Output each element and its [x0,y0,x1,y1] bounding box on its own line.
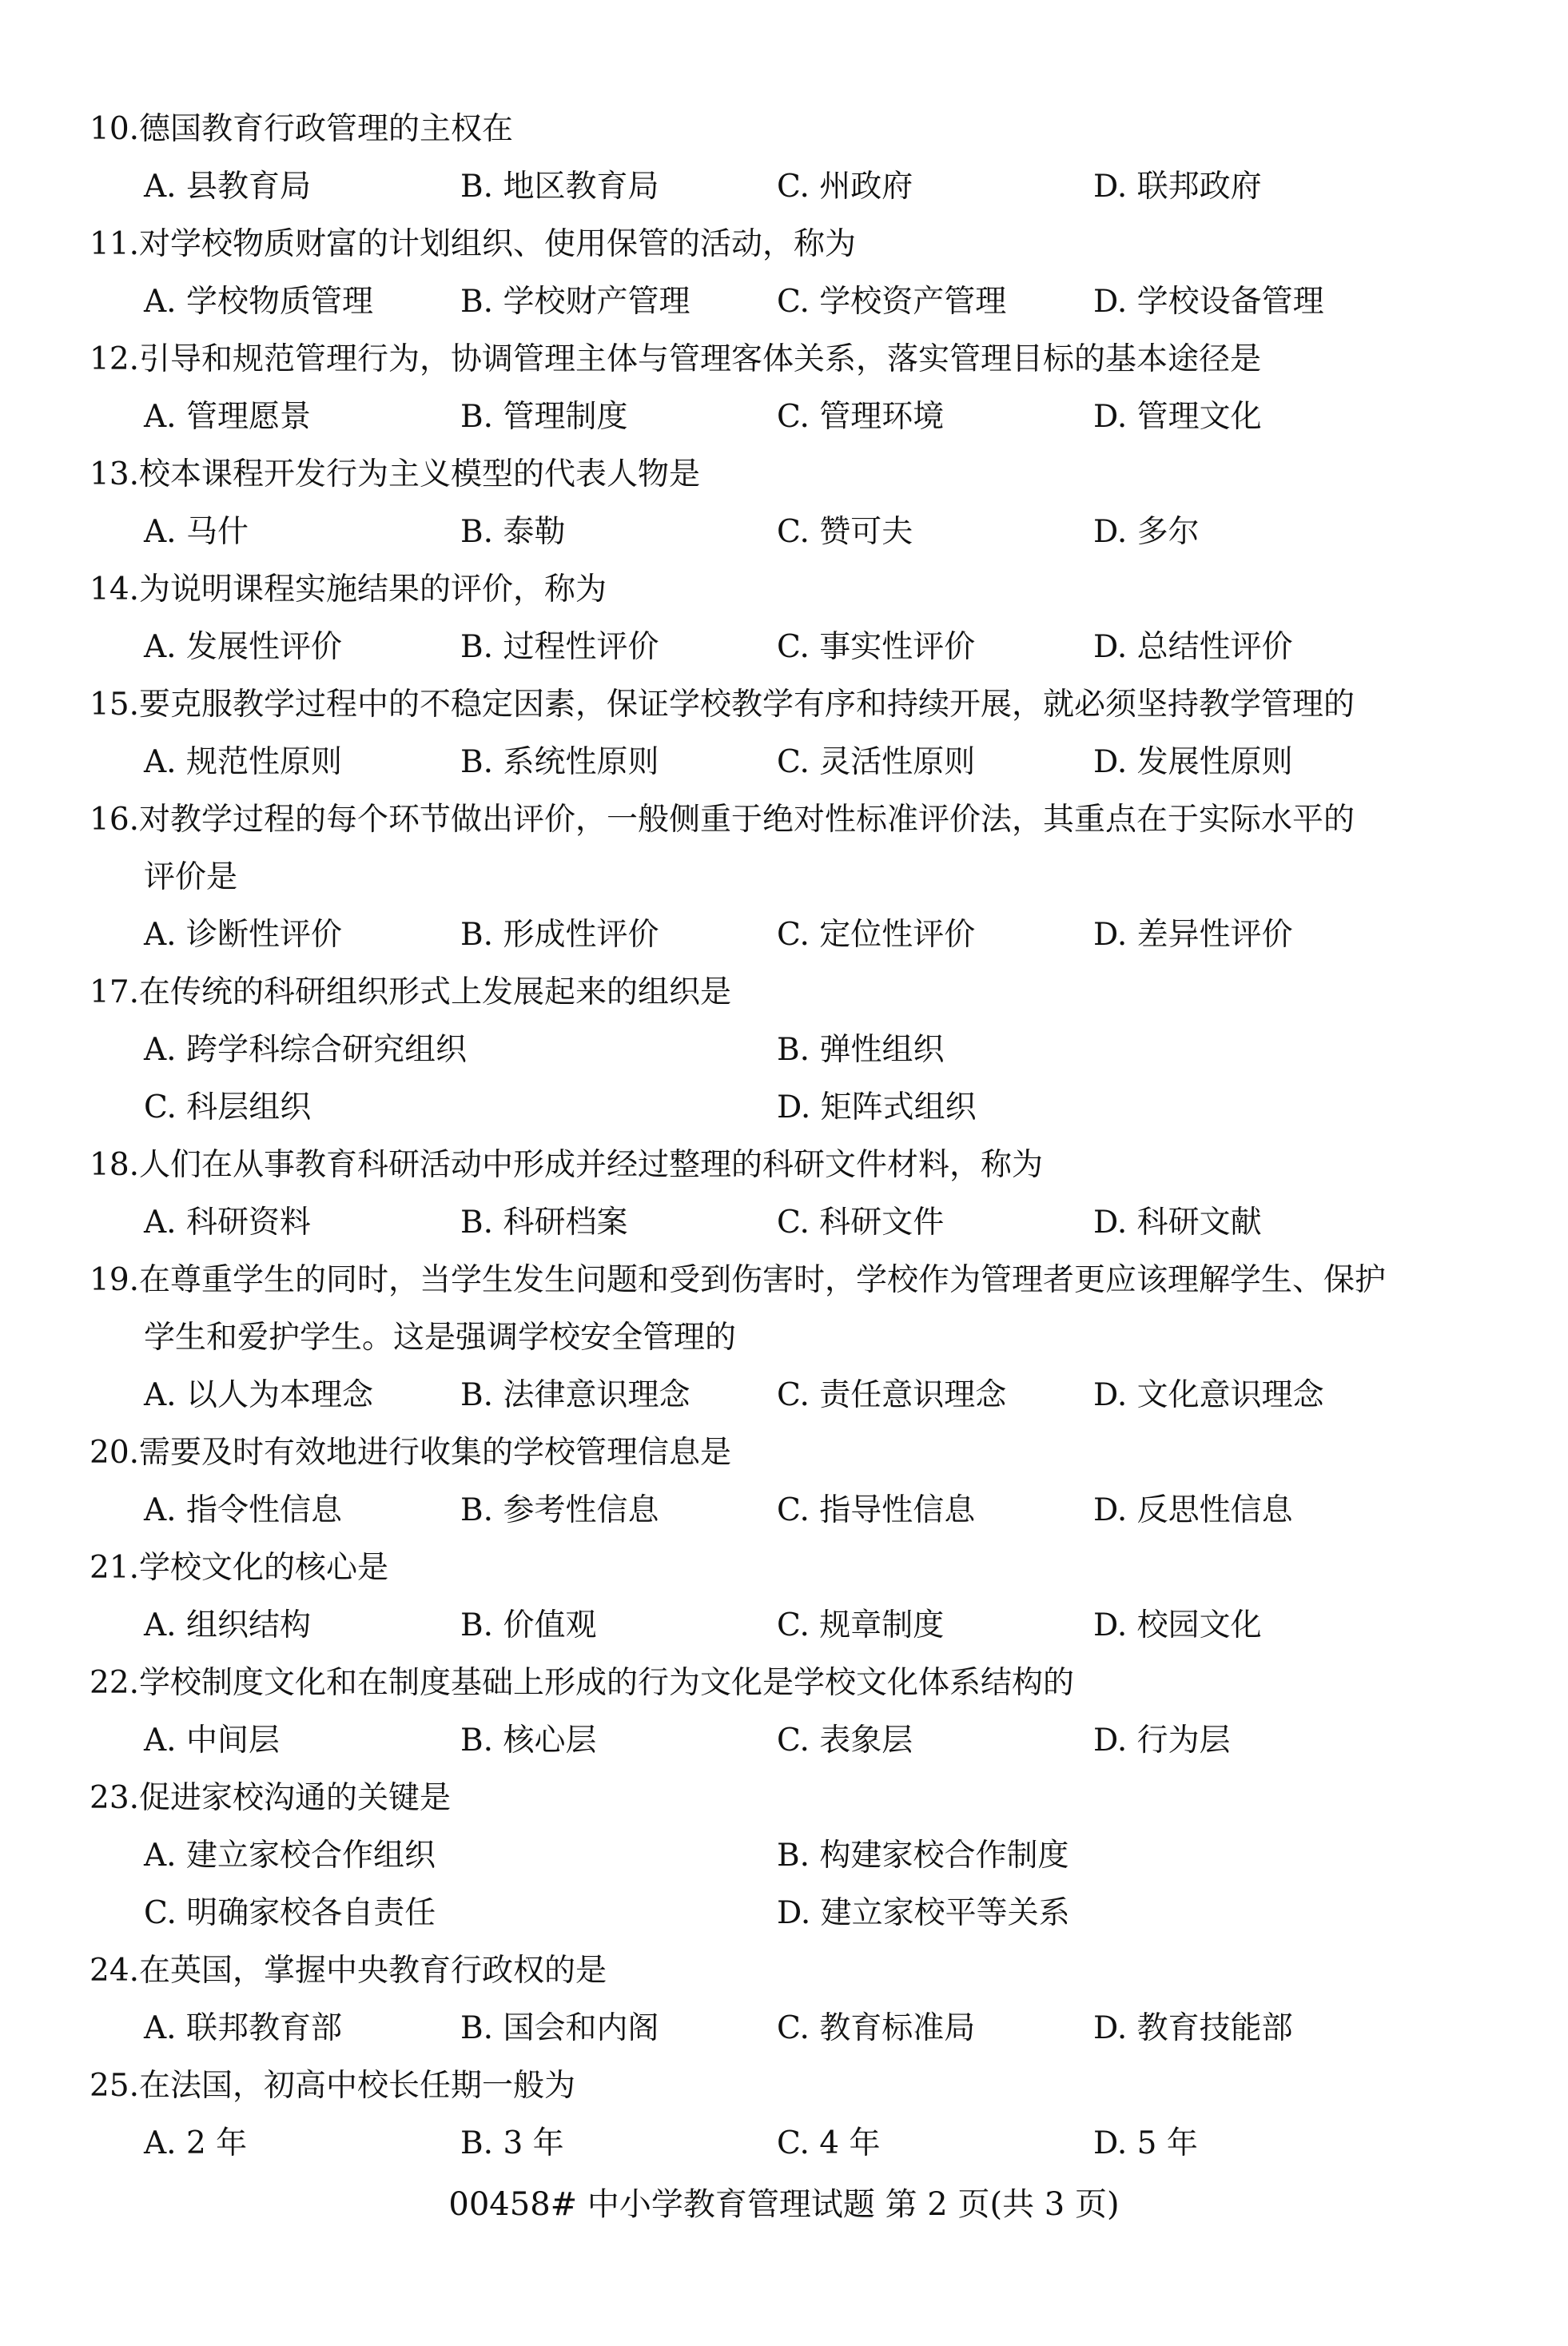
options-row [90,1597,1496,1655]
option-a: A. 建立家校合作组织 [144,1838,436,1874]
question-stem [90,101,1496,158]
question-stem [90,2057,1496,2115]
question-21 [90,1539,1496,1655]
options-row [90,1482,1496,1539]
question-23 [90,1770,1496,1942]
options-row [90,1367,1496,1424]
question-text: 在尊重学生的同时，当学生发生问题和受到伤害时，学校作为管理者更应该理解学生、保护 [139,1262,1387,1298]
question-number: 25. [90,2068,140,2104]
question-text: 为说明课程实施结果的评价，称为 [139,572,607,607]
question-number: 11. [90,226,140,262]
question-number: 15. [90,687,140,723]
options-row [90,504,1496,561]
question-text: 对教学过程的每个环节做出评价，一般侧重于绝对性标准评价法，其重点在于实际水平的 [139,802,1355,838]
option-b: B. 泰勒 [460,514,566,550]
question-10 [90,101,1496,216]
option-c: C. 指导性信息 [777,1492,976,1528]
option-c: C. 4 年 [777,2125,881,2161]
question-number: 18. [90,1147,140,1183]
question-text: 人们在从事教育科研活动中形成并经过整理的科研文件材料，称为 [139,1147,1044,1183]
option-d: D. 建立家校平等关系 [777,1895,1070,1931]
question-text: 学校制度文化和在制度基础上形成的行为文化是学校文化体系结构的 [139,1665,1075,1701]
question-stem [90,446,1496,504]
question-12 [90,331,1496,446]
option-b: B. 国会和内阁 [460,2010,659,2046]
option-d: D. 联邦政府 [1093,169,1262,205]
option-a: A. 跨学科综合研究组织 [144,1032,467,1068]
question-stem [90,331,1496,388]
option-a: A. 2 年 [144,2125,248,2161]
option-d: D. 学校设备管理 [1093,284,1324,320]
option-c: C. 规章制度 [777,1607,945,1643]
option-d: D. 5 年 [1093,2125,1198,2161]
options-row [90,1712,1496,1770]
question-number: 20. [90,1435,140,1471]
question-24 [90,1942,1496,2057]
option-a: A. 以人为本理念 [144,1377,373,1413]
question-25 [90,2057,1496,2173]
question-number: 22. [90,1665,140,1701]
question-18 [90,1137,1496,1252]
option-a: A. 发展性评价 [144,629,342,665]
options-row [90,1022,1496,1079]
option-d: D. 文化意识理念 [1093,1377,1324,1413]
question-text: 在传统的科研组织形式上发展起来的组织是 [139,974,732,1010]
option-d: D. 行为层 [1093,1723,1231,1759]
question-text: 促进家校沟通的关键是 [139,1780,452,1816]
question-number: 24. [90,1953,140,1989]
option-d: D. 多尔 [1093,514,1200,550]
option-c: C. 科研文件 [777,1205,945,1241]
question-14 [90,561,1496,676]
options-row [90,388,1496,446]
options-row [90,906,1496,964]
question-number: 16. [90,802,140,838]
option-b: B. 学校财产管理 [460,284,690,320]
question-stem [90,1424,1496,1482]
question-stem [90,791,1496,849]
option-c: C. 责任意识理念 [777,1377,1007,1413]
options-row [90,2115,1496,2173]
question-stem [90,561,1496,619]
question-stem [90,1942,1496,2000]
option-a: A. 诊断性评价 [144,917,342,953]
options-row [90,2000,1496,2057]
option-a: A. 县教育局 [144,169,311,205]
question-text: 德国教育行政管理的主权在 [139,111,514,147]
option-a: A. 科研资料 [144,1205,311,1241]
question-stem [90,1137,1496,1194]
option-a: A. 指令性信息 [144,1492,342,1528]
options-row [90,734,1496,791]
question-11 [90,216,1496,331]
option-d: D. 矩阵式组织 [777,1089,977,1125]
option-c: C. 事实性评价 [777,629,976,665]
option-b: B. 管理制度 [460,399,628,435]
option-c: C. 赞可夫 [777,514,913,550]
option-a: A. 马什 [144,514,249,550]
option-b: B. 系统性原则 [460,744,659,780]
option-b: B. 3 年 [460,2125,564,2161]
question-text: 要克服教学过程中的不稳定因素，保证学校教学有序和持续开展，就必须坚持教学管理的 [139,687,1355,723]
question-text-continued: 评价是 [144,859,238,895]
question-text: 在英国，掌握中央教育行政权的是 [139,1953,607,1989]
option-c: C. 灵活性原则 [777,744,976,780]
option-c: C. 管理环境 [777,399,945,435]
question-stem [90,1655,1496,1712]
option-b: B. 地区教育局 [460,169,659,205]
question-number: 17. [90,974,140,1010]
option-b: B. 构建家校合作制度 [777,1838,1069,1874]
option-b: B. 科研档案 [460,1205,628,1241]
option-b: B. 弹性组织 [777,1032,945,1068]
question-number: 13. [90,456,140,492]
options-row [90,1079,1496,1137]
question-stem [90,1539,1496,1597]
option-d: D. 发展性原则 [1093,744,1293,780]
option-c: C. 科层组织 [144,1089,312,1125]
question-number: 10. [90,111,140,147]
option-d: D. 科研文献 [1093,1205,1262,1241]
question-text-continued: 学生和爱护学生。这是强调学校安全管理的 [144,1320,737,1356]
question-stem [90,964,1496,1022]
option-b: B. 核心层 [460,1723,597,1759]
question-17 [90,964,1496,1137]
options-row [90,1194,1496,1252]
option-a: A. 管理愿景 [144,399,311,435]
question-number: 14. [90,572,140,607]
option-a: A. 组织结构 [144,1607,311,1643]
option-a: A. 规范性原则 [144,744,342,780]
question-stem [90,1770,1496,1827]
option-c: C. 定位性评价 [777,917,976,953]
question-20 [90,1424,1496,1539]
question-number: 21. [90,1550,140,1586]
option-c: C. 教育标准局 [777,2010,976,2046]
question-text: 引导和规范管理行为，协调管理主体与管理客体关系，落实管理目标的基本途径是 [139,341,1262,377]
question-13 [90,446,1496,561]
question-stem [90,216,1496,273]
question-number: 23. [90,1780,140,1816]
options-row [90,158,1496,216]
question-list [90,101,1496,2173]
option-d: D. 差异性评价 [1093,917,1293,953]
question-22 [90,1655,1496,1770]
option-d: D. 管理文化 [1093,399,1262,435]
question-number: 19. [90,1262,140,1298]
question-text: 学校文化的核心是 [139,1550,389,1586]
option-a: A. 中间层 [144,1723,280,1759]
option-b: B. 形成性评价 [460,917,659,953]
options-row [90,1885,1496,1942]
option-a: A. 学校物质管理 [144,284,373,320]
option-b: B. 过程性评价 [460,629,659,665]
option-c: C. 表象层 [777,1723,913,1759]
option-a: A. 联邦教育部 [144,2010,342,2046]
question-text: 对学校物质财富的计划组织、使用保管的活动，称为 [139,226,857,262]
question-16 [90,791,1496,964]
question-text: 校本课程开发行为主义模型的代表人物是 [139,456,701,492]
option-d: D. 总结性评价 [1093,629,1293,665]
question-number: 12. [90,341,140,377]
option-d: D. 教育技能部 [1093,2010,1293,2046]
options-row [90,273,1496,331]
options-row [90,619,1496,676]
question-19 [90,1252,1496,1424]
option-c: C. 州政府 [777,169,913,205]
question-stem [90,676,1496,734]
options-row [90,1827,1496,1885]
question-text: 在法国，初高中校长任期一般为 [139,2068,576,2104]
option-d: D. 反思性信息 [1093,1492,1293,1528]
option-b: B. 法律意识理念 [460,1377,690,1413]
option-b: B. 价值观 [460,1607,597,1643]
option-d: D. 校园文化 [1093,1607,1262,1643]
option-c: C. 学校资产管理 [777,284,1007,320]
page-footer: 00458# 中小学教育管理试题 第 2 页(共 3 页) [448,2186,1120,2223]
question-15 [90,676,1496,791]
question-text: 需要及时有效地进行收集的学校管理信息是 [139,1435,732,1471]
option-c: C. 明确家校各自责任 [144,1895,436,1931]
question-stem [90,1252,1496,1309]
option-b: B. 参考性信息 [460,1492,659,1528]
